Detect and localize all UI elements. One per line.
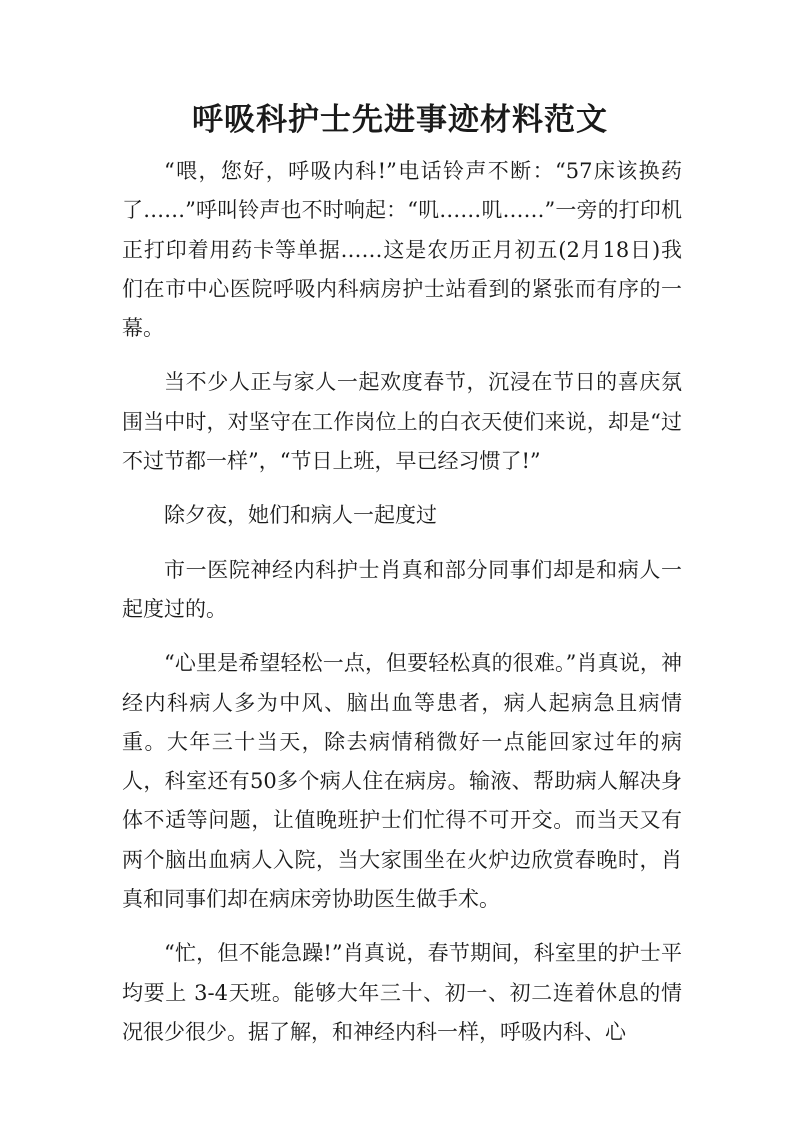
- paragraph-3: 除夕夜，她们和病人一起度过: [164, 503, 437, 528]
- paragraph-5: “心里是希望轻松一点，但要轻松真的很难。”肖真说，神经内科病人多为中风、脑出血等患者，病人起病急且病情重。大年三十当天，除去病情稍微好一点能回家过年的病人，科室还有50多个病人住在病房。输液、帮助病人解决身体不适等问题，让值晚班护士们忙得不可开交。而当天又有两个脑出血病人入院，当大家围坐在火炉边欣赏春晚时，肖真和同事们却在病床旁协助医生做手术。: [122, 651, 682, 912]
- paragraph-6: “忙，但不能急躁!”肖真说，春节期间，科室里的护士平均要上 3-4天班。能够大年三十、初一、初二连着休息的情况很少很少。据了解，和神经内科一样，呼吸内科、心: [122, 941, 682, 1044]
- paragraph-4: 市一医院神经内科护士肖真和部分同事们却是和病人一起度过的。: [122, 557, 682, 621]
- document-body: [122, 152, 682, 1067]
- paragraph-1: “喂，您好，呼吸内科!”电话铃声不断：“57床该换药了……”呼叫铃声也不时响起：“叽……叽……”一旁的打印机正打印着用药卡等单据……这是农历正月初五(2月18日)我们在市中心医院呼吸内科病房护士站看到的紧张而有序的一幕。: [122, 159, 682, 341]
- paragraph-2: 当不少人正与家人一起欢度春节，沉浸在节日的喜庆氛围当中时，对坚守在工作岗位上的白衣天使们来说，却是“过不过节都一样”，“节日上班，早已经习惯了!”: [122, 370, 682, 474]
- document-title: 呼吸科护士先进事迹材料范文: [192, 102, 608, 138]
